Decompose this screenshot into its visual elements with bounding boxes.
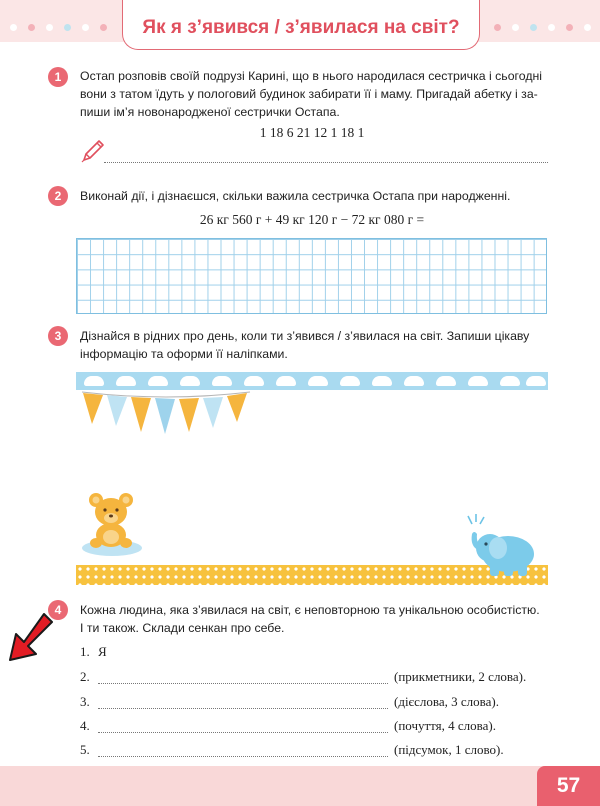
- cinquain-line-5-input[interactable]: [98, 756, 388, 757]
- cinquain-line-5-hint: (підсумок, 1 слово).: [394, 742, 504, 757]
- cinquain-line-2-hint: (прикметники, 2 слова).: [394, 669, 527, 684]
- cinquain-line-3-hint: (дієслова, 3 слова).: [394, 694, 499, 709]
- red-arrow-icon: [6, 612, 56, 664]
- task-3-number: 3: [48, 326, 68, 346]
- cinquain-line-4-input[interactable]: [98, 732, 388, 733]
- cinquain-line-3-input[interactable]: [98, 708, 388, 709]
- page-number: 57: [537, 766, 600, 806]
- cinquain-line-1-word: Я: [98, 644, 107, 659]
- task-2-number: 2: [48, 186, 68, 206]
- task-2-text: Виконай дії, і дізнаєшся, скільки важила сестричка Остапа при народженні.: [80, 189, 511, 203]
- teddy-bear-icon: [80, 490, 144, 556]
- cinquain-line-4-number: 4.: [80, 718, 90, 733]
- cinquain-line-1-number: 1.: [80, 644, 90, 659]
- pencil-icon: [80, 138, 106, 164]
- task-4-number: 4: [48, 600, 68, 620]
- task-1-answer-line[interactable]: [104, 162, 548, 163]
- page-title: Як я з’явився / з’явилася на світ?: [142, 17, 460, 38]
- task-1-number: 1: [48, 67, 68, 87]
- cinquain-line-4-hint: (почуття, 4 слова).: [394, 718, 496, 733]
- task-3-text: Дізнайся в рідних про день, коли ти з’явився / з’явилася на світ. Запиши цікаву інформацію та оформи її наліпками.: [80, 329, 530, 361]
- cinquain-line-5-number: 5.: [80, 742, 90, 757]
- cinquain-line-2-number: 2.: [80, 669, 90, 684]
- task-2-expression: 26 кг 560 г + 49 кг 120 г − 72 кг 080 г =: [199, 212, 425, 227]
- task-4-text: Кожна людина, яка з’явилася на світ, є неповторною та унікальною особистістю. І ти також. Склади сенкан про себе.: [80, 603, 540, 635]
- task-1-code: 1 18 6 21 12 1 18 1: [259, 125, 365, 140]
- footer-band: [0, 766, 600, 806]
- cinquain-line-2-input[interactable]: [98, 683, 388, 684]
- task-1-text: Остап розповів своїй подрузі Карині, що в нього народилася сестричка і сьогодні вони з татом їдуть у пологовий будинок забирати її і маму. Пригадай абетку і за- пиши ім’я новонародженої сестрички Остапа.: [80, 69, 543, 119]
- elephant-icon: [462, 514, 542, 584]
- cinquain-line-3-number: 3.: [80, 694, 90, 709]
- bunting-flags-icon: [80, 388, 252, 438]
- task-2-grid[interactable]: [76, 238, 547, 314]
